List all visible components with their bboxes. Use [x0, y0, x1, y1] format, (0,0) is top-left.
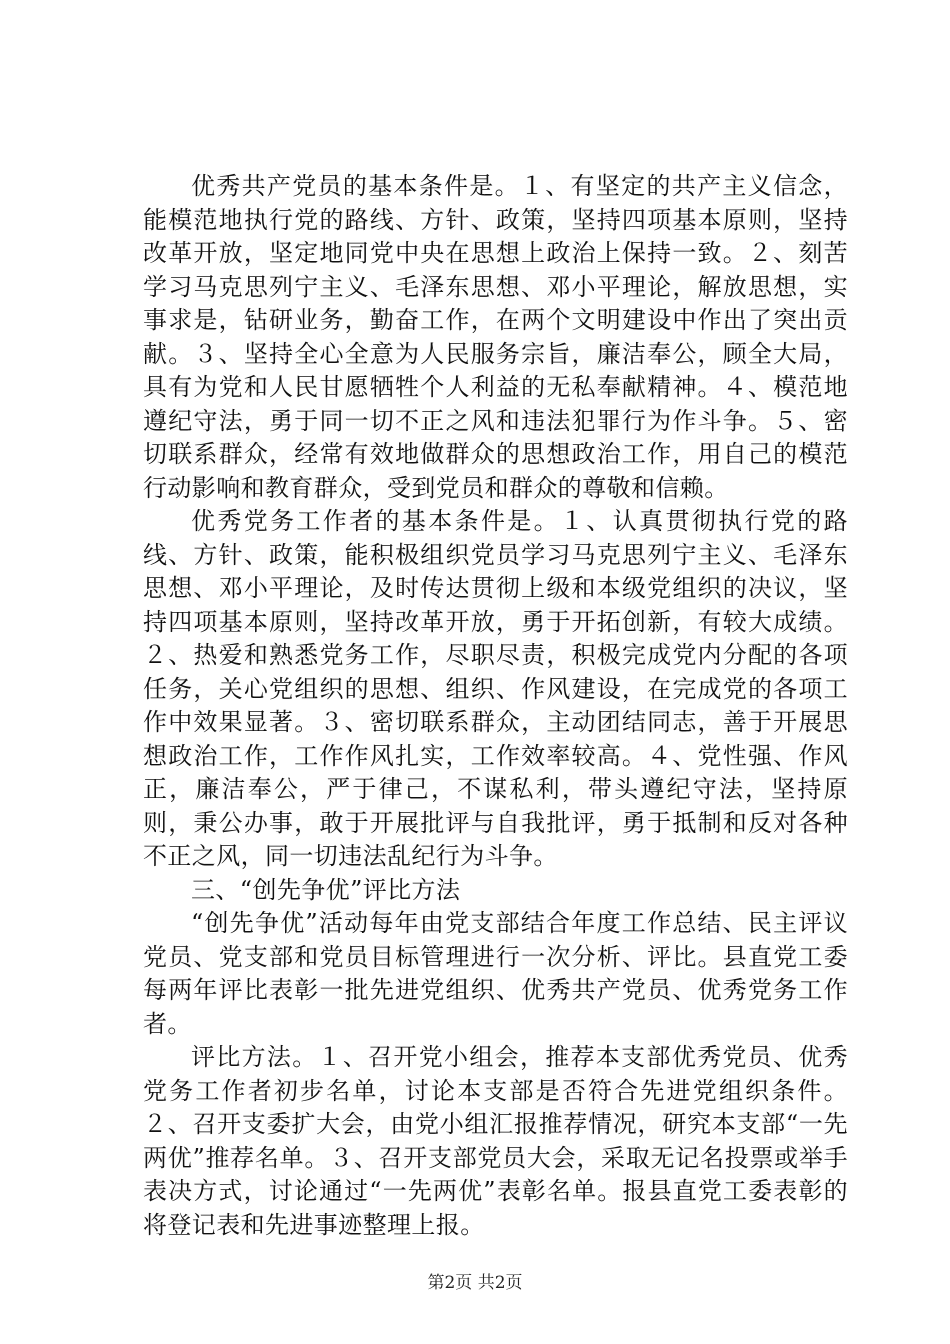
document-body — [143, 170, 848, 1242]
page-number-footer: 第2页 共2页 — [427, 1273, 523, 1293]
section-heading-evaluation-method: 三、“创先争优”评比方法 — [191, 875, 461, 904]
paragraph-party-worker-criteria: 优秀党务工作者的基本条件是。１、认真贯彻执行党的路线、方针、政策，能积极组织党员学习马克思列宁主义、毛泽东思想、邓小平理论，及时传达贯彻上级和本级党组织的决议，坚持四项基本原则，坚持改革开放，勇于开拓创新，有较大成绩。２、热爱和熟悉党务工作，尽职尽责，积极完成党内分配的各项任务，关心党组织的思想、组织、作风建设，在完成党的各项工作中效果显著。３、密切联系群众，主动团结同志，善于开展思想政治工作，工作作风扎实，工作效率较高。４、党性强、作风正，廉洁奉公，严于律己，不谋私利，带头遵纪守法，坚持原则，秉公办事，敢于开展批评与自我批评，勇于抵制和反对各种不正之风，同一切违法乱纪行为斗争。 — [143, 507, 848, 870]
paragraph-evaluation-steps: 评比方法。１、召开党小组会，推荐本支部优秀党员、优秀党务工作者初步名单，讨论本支部是否符合先进党组织条件。２、召开支委扩大会，由党小组汇报推荐情况，研究本支部“一先两优”推荐名单。３、召开支部党员大会，采取无记名投票或举手表决方式，讨论通过“一先两优”表彰名单。报县直党工委表彰的将登记表和先进事迹整理上报。 — [143, 1043, 848, 1239]
paragraph-excellent-member-criteria: 优秀共产党员的基本条件是。１、有坚定的共产主义信念，能模范地执行党的路线、方针、政策，坚持四项基本原则，坚持改革开放，坚定地同党中央在思想上政治上保持一致。２、刻苦学习马克思列宁主义、毛泽东思想、邓小平理论，解放思想，实事求是，钻研业务，勤奋工作，在两个文明建设中作出了突出贡献。３、坚持全心全意为人民服务宗旨，廉洁奉公，顾全大局，具有为党和人民甘愿牺牲个人利益的无私奉献精神。４、模范地遵纪守法，勇于同一切不正之风和违法犯罪行为作斗争。５、密切联系群众，经常有效地做群众的思想政治工作，用自己的模范行动影响和教育群众，受到党员和群众的尊敬和信赖。 — [143, 172, 848, 502]
paragraph-evaluation-overview: “创先争优”活动每年由党支部结合年度工作总结、民主评议党员、党支部和党员目标管理进行一次分析、评比。县直党工委每两年评比表彰一批先进党组织、优秀共产党员、优秀党务工作者。 — [143, 909, 848, 1038]
